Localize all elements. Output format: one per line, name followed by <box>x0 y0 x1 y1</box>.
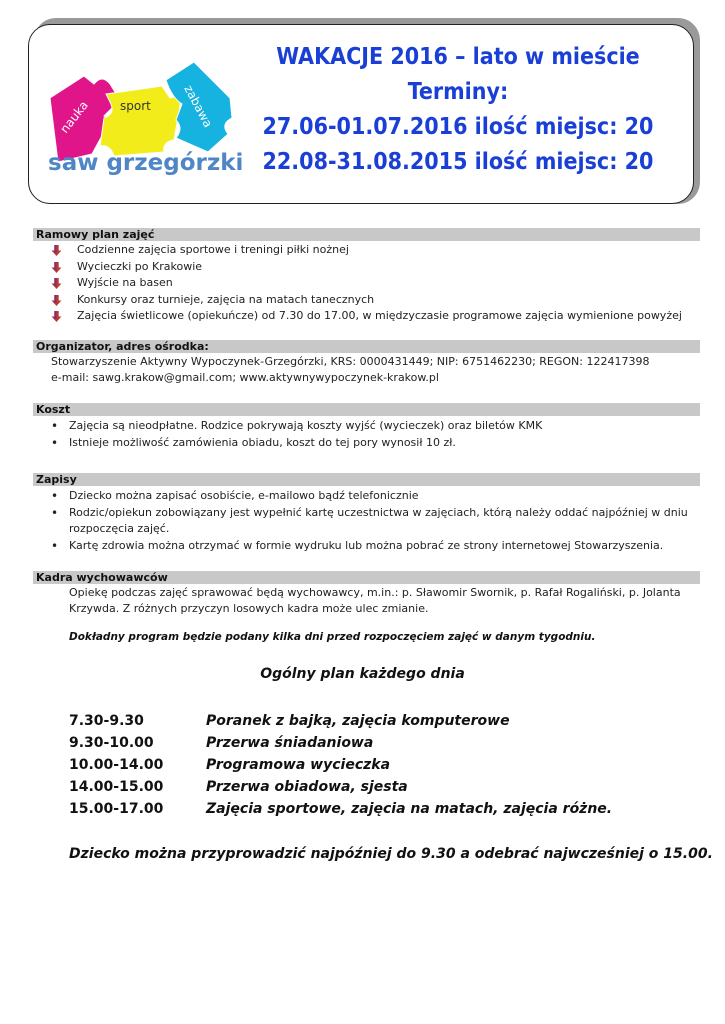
bullet-icon: • <box>51 505 59 520</box>
section-cost <box>33 403 700 451</box>
signup-item: • Rodzic/opiekun zobowiązany jest wypełnić kartę uczestnictwa w zajęciach, którą należy oddać najpóźniej w dniu rozpoczęcia zajęć. <box>51 505 688 535</box>
schedule-time: 7.30-9.30 <box>69 713 144 729</box>
plan-item: Wyjście na basen <box>33 275 700 292</box>
section-staff <box>33 571 700 617</box>
header-term-2: 22.08-31.08.2015 ilość miejsc: 20 <box>262 149 654 175</box>
header-title-block <box>238 40 678 180</box>
organizer-details <box>33 354 700 386</box>
plan-item: Konkursy oraz turnieje, zajęcia na matach tanecznych <box>33 292 700 309</box>
logo-name: saw grzegórzki <box>48 150 244 176</box>
section-signup <box>33 473 700 554</box>
schedule-time: 9.30-10.00 <box>69 735 154 751</box>
signup-item: • Kartę zdrowia można otrzymać w formie wydruku lub można pobrać ze strony internetowej Stowarzyszenia. <box>51 538 664 553</box>
header-term-1: 27.06-01.07.2016 ilość miejsc: 20 <box>262 114 654 140</box>
section-plan-title: Ramowy plan zajęć <box>33 228 700 241</box>
plan-list <box>33 242 700 325</box>
section-organizer <box>33 340 700 386</box>
section-organizer-title: Organizator, adres ośrodka: <box>33 340 700 353</box>
pickup-note: Dziecko można przyprowadzić najpóźniej do 9.30 a odebrać najwcześniej o 15.00. <box>69 846 713 862</box>
bullet-icon: • <box>51 435 59 450</box>
schedule-time: 15.00-17.00 <box>69 801 164 817</box>
logo-word-zabawa: zabawa <box>181 82 216 130</box>
arrow-bullet-icon <box>51 295 62 306</box>
puzzle-piece-yellow <box>100 86 180 156</box>
bullet-icon: • <box>51 538 59 553</box>
plan-item: Codzienne zajęcia sportowe i treningi piłki nożnej <box>33 242 700 259</box>
organizer-contact: e-mail: sawg.krakow@gmail.com; www.aktywnywypoczynek-krakow.pl <box>51 371 439 384</box>
logo-word-sport: sport <box>120 99 151 113</box>
schedule-activity: Przerwa śniadaniowa <box>206 735 374 751</box>
bullet-icon: • <box>51 419 59 433</box>
schedule-time: 10.00-14.00 <box>69 757 164 773</box>
schedule-activity: Zajęcia sportowe, zajęcia na matach, zajęcia różne. <box>206 801 613 817</box>
plan-item: Zajęcia świetlicowe (opiekuńcze) od 7.30 do 17.00, w międzyczasie programowe zajęcia wymienione powyżej <box>33 308 700 325</box>
schedule-activity: Programowa wycieczka <box>206 757 391 773</box>
signup-list <box>33 488 700 554</box>
section-cost-title: Koszt <box>33 403 700 416</box>
arrow-bullet-icon <box>51 262 62 273</box>
cost-item: • Istnieje możliwość zamówienia obiadu, koszt do tej pory wynosił 10 zł. <box>51 435 456 450</box>
organizer-line: Stowarzyszenie Aktywny Wypoczynek-Grzegórzki, KRS: 0000431449; NIP: 6751462230; REGON: 122417398 <box>51 355 650 368</box>
plan-item: Wycieczki po Krakowie <box>33 259 700 276</box>
section-signup-title: Zapisy <box>33 473 700 486</box>
header-title: WAKACJE 2016 – lato w mieście <box>276 44 640 70</box>
staff-text: Opiekę podczas zajęć sprawować będą wychowawcy, m.in.: p. Sławomir Swornik, p. Rafał Rogaliński, p. Jolanta Krzywda. Z różnych przyczyn losowych kadra może ulec zmianie. <box>69 586 681 615</box>
schedule-time: 14.00-15.00 <box>69 779 164 795</box>
cost-list <box>33 418 700 451</box>
schedule-activity: Przerwa obiadowa, sjesta <box>206 779 408 795</box>
program-note: Dokładny program będzie podany kilka dni przed rozpoczęciem zajęć w danym tygodniu. <box>69 631 596 643</box>
section-staff-title: Kadra wychowawców <box>33 571 700 584</box>
arrow-bullet-icon <box>51 278 62 289</box>
header-terms-label: Terminy: <box>407 79 509 105</box>
schedule-activity: Poranek z bajką, zajęcia komputerowe <box>206 713 510 729</box>
arrow-bullet-icon <box>51 311 62 322</box>
bullet-icon: • <box>51 489 59 503</box>
logo-word-nauka: nauka <box>57 98 91 136</box>
daily-plan-title: Ogólny plan każdego dnia <box>260 666 465 682</box>
section-plan <box>33 228 700 325</box>
signup-item: • Dziecko można zapisać osobiście, e-mailowo bądź telefonicznie <box>51 489 419 503</box>
arrow-bullet-icon <box>51 245 62 256</box>
cost-item: • Zajęcia są nieodpłatne. Rodzice pokrywają koszty wyjść (wycieczek) oraz biletów KMK <box>51 419 543 433</box>
